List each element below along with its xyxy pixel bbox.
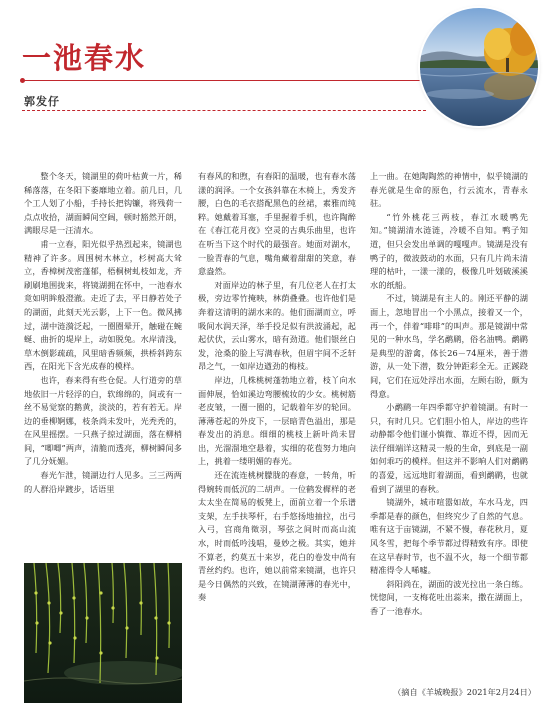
paragraph: 小鹬鹛一年四季都守护着镜湖。有时一只，有时几只。它们胆小怕人，岸边的些许动静都令他们谨小慎微、靠近不得，因而无法仔细端详这精灵一般的生命，到底是一副如何乖巧的模样。但这并不影响人们对鹬鹛的喜爱，远远地盯着湖面，看到鹬鹛，也就看到了湖里的春秋。 — [370, 402, 528, 494]
paragraph: 也许，春来得有些仓促。人行道旁的草地依旧一片轻浮的白，软绵绵的，间或有一丝不易觉察的鹅黄，淡淡的，若有若无。岸边的垂柳婀娜，枝条尚未发叶，光秃秃的，在风里摇摆。一只燕子掠过湖面，落在柳梢间，“唧唧”两声，清脆而透亮，柳树瞬间多了几分妩媚。 — [24, 374, 182, 467]
column-3 — [370, 170, 528, 690]
article-title: 一池春水 — [22, 41, 147, 75]
paragraph: 斜阳尚在，湖面的波光拉出一条白练。恍惚间，一支梅花吐出蕊来，撒在湖面上，香了一池春水。 — [370, 578, 528, 616]
paragraph: 有春风的和煦，有春阳的温暖，也有春水荡漾的润泽。一个女孩斜靠在木椅上，秀发齐腰，白色的毛衣搭配黑色的丝裙，素雅而纯粹。她戴着耳塞，手里握着手机，也许陶醉在《春江花月夜》空灵的古典乐曲里，也许在听当下这个时代的最强音。她面对湖水，一脸青春的气息，嘴角藏着甜甜的笑意，春意盎然。 — [198, 171, 356, 277]
lake-photo — [420, 8, 538, 126]
author-name: 郭发仔 — [24, 95, 60, 108]
paragraph: 镜湖外，城市喧嚣如故，车水马龙，四季都是春的颜色，但终究少了自然的气息。唯有这于亩镜湖，不紧不慢，春花秋月，夏风冬雪，把每个季节都过得精致有序。即使在这早春时节，也不温不火，每一个细节都精准得令人唏嘘。 — [370, 497, 528, 576]
paragraph: 对面岸边的林子里，有几位老人在打太极，旁边零竹掩映，林荫叠叠。也许他们是奔着这清明的湖水来的。他们面湖而立，呼吸间水润天泽，举手投足似有洪波涌起，起起伏伏，云山雾水，暗有劲道。他们银丝白发，沧桑的脸上写满春秋，但眉宇间不乏轩昂之气，一如岸边遒劲的梅枝。 — [198, 279, 356, 372]
column-1 — [24, 170, 182, 560]
author-divider — [22, 110, 426, 111]
paragraph: 上一曲。在她陶陶然的神情中，似乎镜湖的春光就是生命的原色，行云流水，青春永驻。 — [370, 171, 528, 209]
willow-photo — [24, 563, 182, 703]
paragraph: 还在流连桃树朦胧的春意，一转角，听得婉转而低沉的二胡声。一位鹤发樨样的老太太坐在简易的板凳上，面前立着一个乐谱支架，左手扶琴杆，右手悠扬地抽拉，出弓入弓，宫商角徵羽，琴弦之间时而高山流水，时而低吟浅唱，曼妙之极。其实，她并不算老，约莫五十来岁，花白的卷发中尚有青丝约约。也许，她以前常来镜湖，也许只是今日偶然的兴致，在镜湖薄薄的春光中，奏 — [198, 470, 356, 603]
paragraph: 春光乍泄，镜湖边行人见多。三三两两的人群沿岸踱步，话语里 — [24, 470, 182, 494]
paragraph: 甫一立春，阳光似乎热烈起来，镜湖也精神了许多。周围树木林立，杉树高大耸立，香樟树茂密蓬郁，梧桐树虬枝如龙，齐刷刷地围拢来，将镜湖拥在怀中，一池春水竟如明眸般澄澈。走近了去，平日静若处子的湖面，此刻天光云影，上下一色。微风拂过，湖中涟漪泛起，一圈圈晕开，触碰在蜿蜒、曲折的堤岸上，动如脱兔。水岸清浅，草木倒影疏疏，风里暗香频频，拱桥斜跨东西，在阳光下含光成春的模样。 — [24, 238, 182, 372]
column-2 — [198, 170, 356, 700]
title-divider — [22, 80, 426, 81]
paragraph: “竹外桃花三两枝，春江水暖鸭先知。”镜湖清水涟涟，冷暖不自知。鸭子知道，但只会发出单调的嘎嘎声。镜湖是没有鸭子的，微波鼓动的水面，只有几片尚未清理的枯叶，一漾一漾的，极像几叶划破溪溪水的纸船。 — [370, 211, 528, 290]
source-citation: （摘自《羊城晚报》2021年2月24日） — [393, 687, 536, 697]
paragraph: 不过，镜湖是有主人的。刚还平静的湖面上，忽地冒出一个小黑点，接着又一个，再一个，伴着“啡啡”的叫声。那是镜湖中常见的一种水鸟，学名鹬鹛，俗名油鸭。鹬鹛是典型的游禽，体长26－74厘米，善于潜游，从一处下潜，数分钟距彩全无。正蹊跷间，它们在远处浮出水面，左顾右盼，颇为得意。 — [370, 293, 528, 399]
paragraph: 岸边，几株桃树蓬勃地立着，枝丫向水面伸展，恰如溪边弯腰梳妆的少女。桃树筋老皮皱，一圈一圈的，记载着年岁的轮回。薄薄苍起的外皮下，一层暗青色溢出，那是春发出的消息。细细的桃枝上新叶尚未冒出，光溜溜地空悬着，实细的花苞努力地向上，挑着一缕明媚的春光。 — [198, 374, 356, 467]
paragraph: 整个冬天，镜湖里的荷叶枯黄一片，稀稀落落，在冬阳下萎靡地立着。前几日，几个工人划了小船，手持长把钩镰，将残荷一点点收拾，湖面瞬间空阔，顿时豁然开朗，满眼尽是一汪清水。 — [24, 171, 182, 236]
